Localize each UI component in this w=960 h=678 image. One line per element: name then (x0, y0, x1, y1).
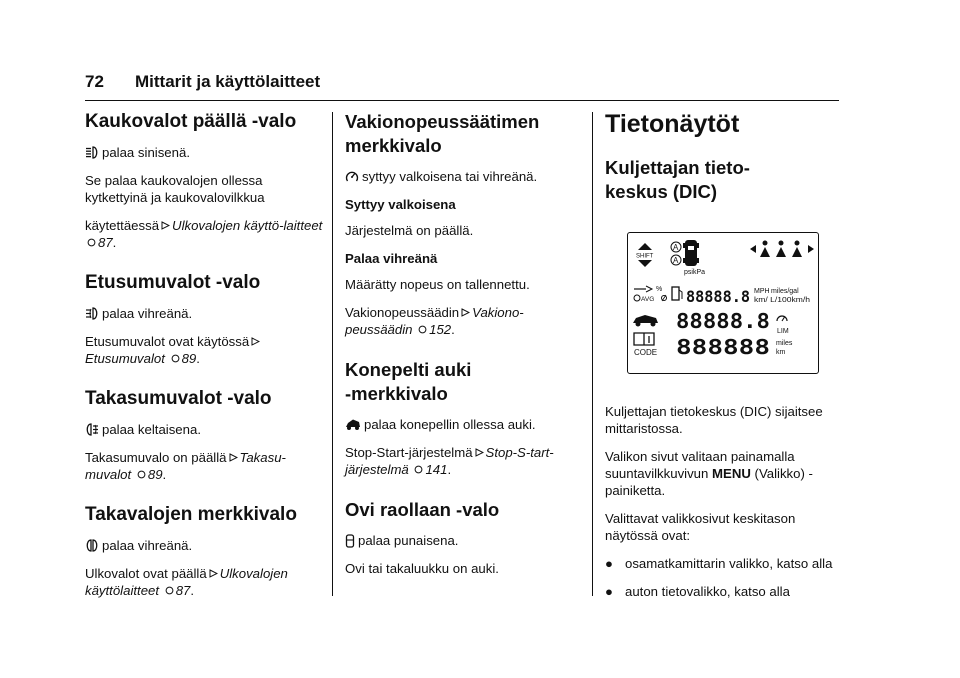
page-ref-icon (418, 321, 427, 330)
page-ref-icon (137, 466, 146, 475)
svg-text:miles: miles (776, 340, 793, 347)
icon-line: palaa punaisena. (345, 532, 580, 549)
dic-display-illustration (627, 232, 819, 374)
paragraph: Vakionopeussäädin Vakiono-peussäädin 152. (345, 305, 524, 337)
svg-text:MPH: MPH (754, 288, 770, 295)
front-fog-icon (85, 307, 99, 320)
page-header (85, 64, 839, 101)
main-title: Tietonäytöt (605, 110, 740, 138)
svg-text:AVG: AVG (641, 296, 655, 303)
svg-text:psikPa: psikPa (684, 269, 706, 276)
svg-text:%: % (656, 286, 663, 293)
page-reference[interactable]: 89 (181, 351, 197, 366)
page-ref-icon (414, 461, 423, 470)
segment-display-2: 88888.8 (676, 309, 770, 333)
reference-arrow-icon (161, 217, 170, 226)
cruise-control-icon (345, 170, 359, 183)
section-title: Ovi raollaan -valo (345, 499, 500, 520)
section-title: Vakionopeussäätimen merkkivalo (345, 111, 540, 156)
icon-line: palaa konepellin ollessa auki. (345, 416, 580, 433)
column-1 (85, 110, 323, 610)
reference-arrow-icon (251, 333, 260, 342)
section-title: Takasumuvalot -valo (85, 388, 272, 409)
chapter-title: Mittarit ja käyttölaitteet (135, 72, 321, 91)
rear-fog-icon (85, 423, 99, 436)
svg-text:km/ L/100km/h: km/ L/100km/h (754, 297, 811, 304)
reference-arrow-icon (209, 565, 218, 574)
sub-heading: Palaa vihreänä (345, 251, 438, 266)
cross-reference-link[interactable]: Stop-S-tart-järjestelmä (345, 445, 554, 477)
shift-label: SHIFT (636, 253, 654, 260)
paragraph: käytettäessä Ulkovalojen käyttö-laitteet 87. (85, 218, 323, 250)
cross-reference-link[interactable]: Ulkovalojen käyttölaitteet (85, 566, 288, 598)
page-number: 72 (85, 72, 104, 91)
svg-text:km: km (776, 349, 786, 356)
page-reference[interactable]: 141 (425, 462, 448, 477)
cross-reference-link[interactable]: Etusumuvalot (85, 351, 165, 366)
cross-reference-link[interactable]: Ulkovalojen käyttö-laitteet (172, 218, 323, 233)
svg-text:LIM: LIM (777, 328, 789, 335)
car-top-icon (683, 240, 699, 266)
menu-key-label: MENU (712, 466, 751, 481)
cross-reference-link[interactable]: Takasu-muvalot (85, 450, 286, 482)
icon-line: palaa vihreänä. (85, 537, 323, 554)
paragraph: Etusumuvalot ovat käytössä Etusumuvalot 89. (85, 333, 323, 367)
sub-heading: Syttyy valkoisena (345, 197, 456, 212)
hood-open-icon (345, 418, 361, 431)
list-item: ● osamatkamittarin valikko, katso alla (605, 556, 833, 571)
reference-arrow-icon (461, 304, 470, 313)
car-side-icon (633, 315, 658, 327)
paragraph: Se palaa kaukovalojen ollessa kytkettyinä ja kaukovalovilkkua (85, 173, 265, 205)
page-ref-icon (87, 234, 96, 243)
page-reference[interactable]: 152 (429, 322, 452, 337)
icon-line: palaa vihreänä. (85, 305, 323, 322)
high-beam-icon (85, 146, 99, 159)
column-divider (592, 112, 593, 596)
icon-line: palaa sinisenä. (85, 144, 323, 161)
svg-text:A: A (673, 243, 679, 252)
paragraph: Määrätty nopeus on tallennettu. (345, 277, 530, 292)
list-item: ● auton tietovalikko, katso alla (605, 584, 790, 599)
icon-line: palaa keltaisena. (85, 421, 323, 438)
column-3-lower (605, 403, 839, 611)
svg-text:A: A (673, 256, 679, 265)
segment-display-1: 88888.8 (686, 287, 750, 306)
tail-lamp-icon (85, 539, 99, 552)
column-2 (345, 110, 580, 588)
page-reference[interactable]: 87 (175, 583, 191, 598)
paragraph: Järjestelmä on päällä. (345, 223, 474, 238)
paragraph: Ulkovalot ovat päällä Ulkovalojen käyttölaitteet 87. (85, 566, 288, 598)
column-divider (332, 112, 333, 596)
cross-reference-link[interactable]: Vakiono-peussäädin (345, 305, 524, 337)
page-ref-icon (171, 350, 180, 359)
paragraph: Takasumuvalo on päällä Takasu-muvalot 89. (85, 450, 286, 482)
section-title: Konepelti auki -merkkivalo (345, 359, 472, 404)
icon-line: syttyy valkoisena tai vihreänä. (345, 168, 580, 185)
page-reference[interactable]: 87 (98, 235, 113, 250)
paragraph: Valittavat valikkosivut keskitason näytössä ovat: (605, 511, 796, 543)
seat-occupancy-icon (760, 241, 802, 258)
section-title: Etusumuvalot -valo (85, 272, 261, 293)
paragraph: Valikon sivut valitaan painamalla suuntavilkkuvivun MENU (Valikko) -painiketta. (605, 449, 813, 498)
page-ref-icon (165, 582, 174, 591)
paragraph: Stop-Start-järjestelmä Stop-S-tart-järjestelmä 141. (345, 445, 554, 477)
section-title: Kaukovalot päällä -valo (85, 111, 297, 132)
paragraph: Ovi tai takaluukku on auki. (345, 561, 499, 576)
column-3 (605, 110, 839, 214)
sub-title: Kuljettajan tieto- keskus (DIC) (605, 157, 750, 202)
segment-display-3: 888888 (676, 335, 770, 359)
figure-caption: Kuljettajan tietokeskus (DIC) sijaitsee mittaristossa. (605, 404, 823, 436)
fuel-pump-icon (672, 287, 682, 300)
svg-text:miles/gal: miles/gal (771, 288, 799, 295)
reference-arrow-icon (475, 444, 484, 453)
door-ajar-icon (345, 534, 355, 547)
info-book-icon (634, 333, 654, 345)
page-reference[interactable]: 89 (147, 467, 163, 482)
svg-text:CODE: CODE (634, 348, 658, 357)
section-title: Takavalojen merkkivalo (85, 504, 297, 525)
reference-arrow-icon (229, 449, 238, 458)
speed-limiter-icon (777, 316, 787, 321)
